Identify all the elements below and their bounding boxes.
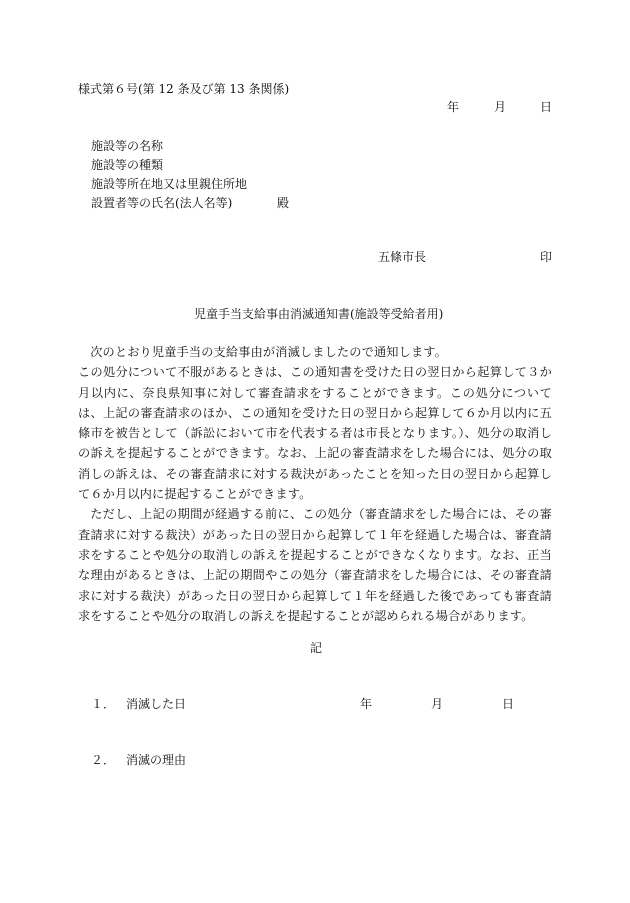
issuer-name: 五條市長: [378, 250, 427, 264]
facility-type-label: 施設等の種類: [91, 158, 164, 172]
notice-body: [78, 342, 552, 626]
extinction-date-day: 日: [502, 697, 515, 711]
item-number-1: １．: [91, 697, 116, 711]
founder-name-label: 設置者等の氏名(法人名等): [91, 196, 233, 210]
facility-address-label: 施設等所在地又は里親住所地: [91, 177, 248, 191]
ki-heading: 記: [310, 641, 323, 655]
header-date-day: 日: [540, 100, 553, 114]
header-date-month: 月: [494, 100, 507, 114]
extinction-date-month: 月: [431, 697, 444, 711]
appeal-paragraph: この処分について不服があるときは、この通知書を受けた日の翌日から起算して３か月以内に、奈良県知事に対して審査請求をすることができます。この処分については、上記の審査請求のほか、この通知を受けた日の翌日から起算して６か月以内に五條市を被告として（訴訟において市を代表する者は市長となります。）、処分の取消しの訴えを提起することができます。なお、上記の審査請求をした場合には、処分の取消しの訴えは、その審査請求に対する裁決があったことを知った日の翌日から起算して６か月以内に提起することができます。: [78, 365, 552, 502]
item-label-extinction-date: 消滅した日: [126, 697, 187, 711]
deadline-paragraph: ただし、上記の期間が経過する前に、この処分（審査請求をした場合には、その審査請求に対する裁決）があった日の翌日から起算して１年を経過した場合は、審査請求をすることや処分の取消しの訴えを提起することができなくなります。なお、正当な理由があるときは、上記の期間やこの処分（審査請求をした場合には、その審査請求に対する裁決）があった日の翌日から起算して１年を経過した後であっても審査請求をすることや処分の取消しの訴えを提起することが認められる場合があります。: [78, 507, 552, 623]
header-date-year: 年: [447, 100, 460, 114]
facility-name-label: 施設等の名称: [91, 139, 164, 153]
form-number: 様式第６号(第 12 条及び第 13 条関係): [78, 82, 290, 96]
intro-paragraph: 次のとおり児童手当の支給事由が消滅しましたので通知します。: [90, 345, 447, 359]
document-title: 児童手当支給事由消滅通知書(施設等受給者用): [194, 307, 444, 321]
honorific: 殿: [277, 196, 290, 210]
extinction-date-year: 年: [360, 697, 373, 711]
item-label-extinction-reason: 消滅の理由: [126, 753, 187, 767]
seal-mark: 印: [540, 250, 553, 264]
item-number-2: ２．: [91, 753, 116, 767]
